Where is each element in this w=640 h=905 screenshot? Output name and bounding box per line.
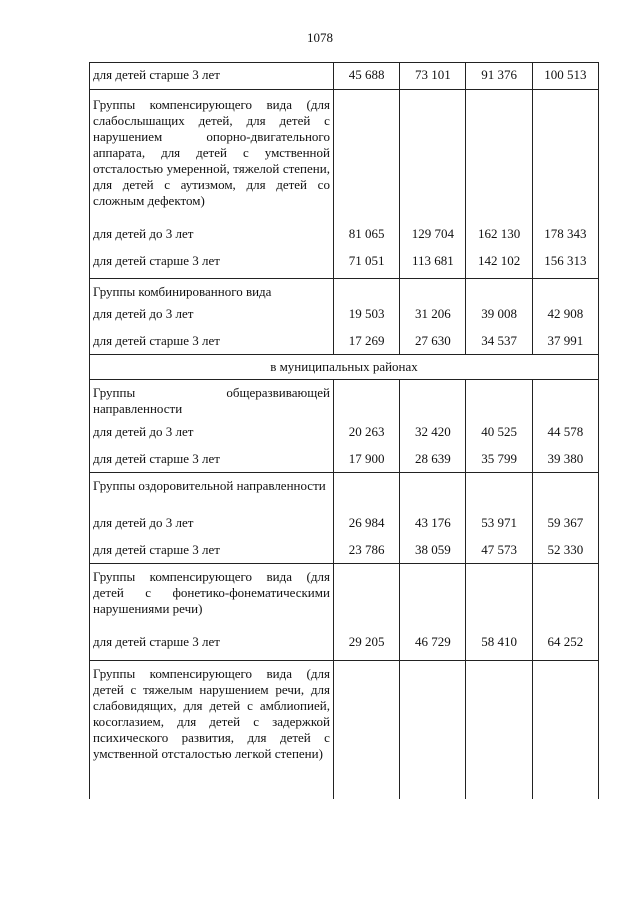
value-cell: 52 330 [532, 542, 598, 564]
value-cell: 59 367 [532, 515, 598, 542]
row-label: для детей старше 3 лет [90, 333, 334, 355]
value-cell: 43 176 [400, 515, 466, 542]
table-row [90, 333, 599, 355]
row-label: для детей до 3 лет [90, 515, 334, 542]
value-cell: 17 269 [333, 333, 399, 355]
group-label: Группы комбинированного вида [90, 279, 334, 306]
value-cell: 178 343 [532, 226, 598, 253]
value-cell: 100 513 [532, 63, 598, 90]
group-label: Группы компенсирующего вида (для детей с тяжелым нарушением речи, для слабовидящих, для детей с амблиопией, косоглазием, для детей с задержкой психического развития, для детей с умственной отсталостью легкой степени) [90, 661, 334, 799]
value-cell: 29 205 [333, 634, 399, 661]
value-cell: 19 503 [333, 306, 399, 333]
table-row [90, 253, 599, 279]
row-label: для детей старше 3 лет [90, 63, 334, 90]
group-header-row [90, 473, 599, 515]
value-cell: 44 578 [532, 424, 598, 451]
value-cell: 129 704 [400, 226, 466, 253]
group-header-row [90, 90, 599, 226]
table-row [90, 424, 599, 451]
value-cell: 142 102 [466, 253, 532, 279]
value-cell: 45 688 [333, 63, 399, 90]
group-label: Группы общеразвивающей направленности [90, 380, 334, 424]
group-label: Группы оздоровительной направленности [90, 473, 334, 515]
value-cell: 37 991 [532, 333, 598, 355]
table-row [90, 515, 599, 542]
table-row [90, 226, 599, 253]
row-label: для детей старше 3 лет [90, 253, 334, 279]
value-cell: 39 008 [466, 306, 532, 333]
value-cell: 31 206 [400, 306, 466, 333]
table-row [90, 451, 599, 473]
row-label: для детей старше 3 лет [90, 451, 334, 473]
group-label: Группы компенсирующего вида (для детей с фонетико-фонематическими нарушениями речи) [90, 564, 334, 634]
table-row [90, 63, 599, 90]
value-cell: 32 420 [400, 424, 466, 451]
table-row [90, 542, 599, 564]
value-cell: 39 380 [532, 451, 598, 473]
value-cell: 58 410 [466, 634, 532, 661]
value-cell: 38 059 [400, 542, 466, 564]
group-header-row [90, 661, 599, 799]
value-cell: 26 984 [333, 515, 399, 542]
value-cell: 42 908 [532, 306, 598, 333]
value-cell: 47 573 [466, 542, 532, 564]
row-label: для детей до 3 лет [90, 306, 334, 333]
value-cell: 28 639 [400, 451, 466, 473]
value-cell: 35 799 [466, 451, 532, 473]
value-cell: 81 065 [333, 226, 399, 253]
group-header-row [90, 279, 599, 306]
group-header-row [90, 564, 599, 634]
value-cell: 162 130 [466, 226, 532, 253]
row-label: для детей до 3 лет [90, 226, 334, 253]
value-cell: 34 537 [466, 333, 532, 355]
value-cell: 64 252 [532, 634, 598, 661]
value-cell: 73 101 [400, 63, 466, 90]
value-cell: 27 630 [400, 333, 466, 355]
table-row [90, 306, 599, 333]
section-title: в муниципальных районах [90, 355, 599, 380]
section-header-row [90, 355, 599, 380]
value-cell: 23 786 [333, 542, 399, 564]
group-label: Группы компенсирующего вида (для слабослышащих детей, для детей с нарушением опорно-двигательного аппарата, для детей с умственной отсталостью умеренной, тяжелой степени, для детей с аутизмом, для детей со сложным дефектом) [90, 90, 334, 226]
row-label: для детей до 3 лет [90, 424, 334, 451]
value-cell: 156 313 [532, 253, 598, 279]
value-cell: 53 971 [466, 515, 532, 542]
group-header-row [90, 380, 599, 424]
page-number: 1078 [307, 30, 333, 45]
table-row [90, 634, 599, 661]
value-cell: 20 263 [333, 424, 399, 451]
value-cell: 46 729 [400, 634, 466, 661]
value-cell: 91 376 [466, 63, 532, 90]
row-label: для детей старше 3 лет [90, 634, 334, 661]
value-cell: 71 051 [333, 253, 399, 279]
cost-table [89, 62, 599, 799]
value-cell: 113 681 [400, 253, 466, 279]
value-cell: 40 525 [466, 424, 532, 451]
value-cell: 17 900 [333, 451, 399, 473]
row-label: для детей старше 3 лет [90, 542, 334, 564]
